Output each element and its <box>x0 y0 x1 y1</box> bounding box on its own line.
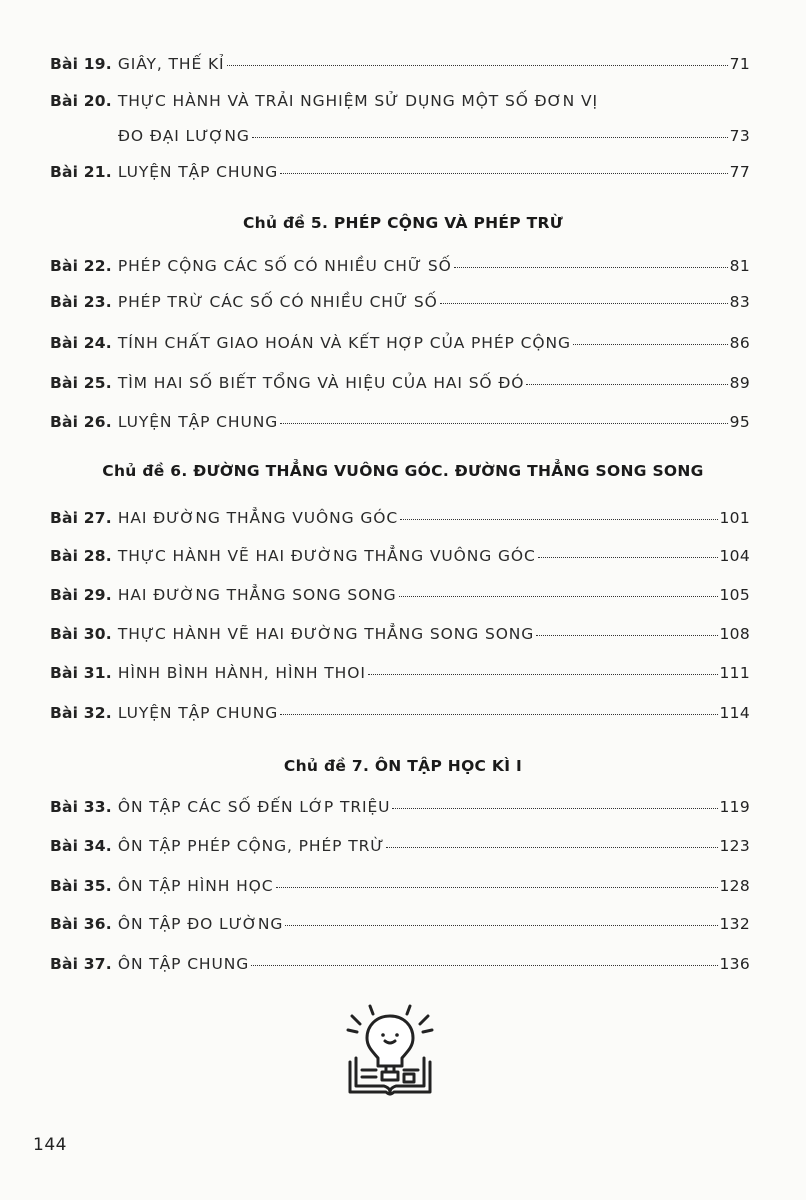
leader-dots <box>573 344 728 345</box>
lesson-title: LUYỆN TẬP CHUNG <box>117 704 279 722</box>
lesson-number: Bài 25. <box>50 374 112 392</box>
leader-dots <box>392 808 717 809</box>
page-number: 114 <box>719 704 750 722</box>
lesson-number: Bài 23. <box>50 293 112 311</box>
lesson-title: TÍNH CHẤT GIAO HOÁN VÀ KẾT HỢP CỦA PHÉP CỘNG <box>117 334 571 352</box>
leader-dots <box>251 965 717 966</box>
page-number: 136 <box>719 955 750 973</box>
page-number: 128 <box>719 877 750 895</box>
lesson-title: HAI ĐƯỜNG THẲNG SONG SONG <box>117 586 397 604</box>
page-number: 77 <box>729 163 750 181</box>
leader-dots <box>280 714 717 715</box>
page-number: 101 <box>719 509 750 527</box>
leader-dots <box>440 303 728 304</box>
leader-dots <box>280 423 728 424</box>
toc-entry-21[interactable] <box>50 162 750 182</box>
lesson-number: Bài 29. <box>50 586 112 604</box>
lesson-number: Bài 32. <box>50 704 112 722</box>
toc-entry-26[interactable] <box>50 412 750 432</box>
leader-dots <box>368 674 718 675</box>
page-number: 95 <box>729 413 750 431</box>
lesson-number: Bài 26. <box>50 413 112 431</box>
toc-entry-20[interactable] <box>50 91 750 111</box>
toc-entry-23[interactable] <box>50 292 750 312</box>
lesson-number: Bài 28. <box>50 547 112 565</box>
lesson-title: ÔN TẬP CHUNG <box>117 955 250 973</box>
lesson-title: GIÂY, THẾ KỈ <box>117 55 225 73</box>
lightbulb-book-icon <box>342 1002 438 1102</box>
lesson-title: LUYỆN TẬP CHUNG <box>117 163 279 181</box>
lesson-number: Bài 36. <box>50 915 112 933</box>
lesson-number: Bài 35. <box>50 877 112 895</box>
page-number: 81 <box>729 257 750 275</box>
leader-dots <box>538 557 718 558</box>
lesson-title: PHÉP CỘNG CÁC SỐ CÓ NHIỀU CHỮ SỐ <box>117 257 452 275</box>
lesson-number: Bài 22. <box>50 257 112 275</box>
leader-dots <box>400 519 717 520</box>
lesson-number: Bài 21. <box>50 163 112 181</box>
topic-5-heading: Chủ đề 5. PHÉP CỘNG VÀ PHÉP TRỪ <box>242 214 563 232</box>
lesson-title: ÔN TẬP PHÉP CỘNG, PHÉP TRỪ <box>117 837 385 855</box>
toc-entry-31[interactable] <box>50 663 750 683</box>
page-number: 111 <box>719 664 750 682</box>
leader-dots <box>276 887 718 888</box>
lesson-number: Bài 30. <box>50 625 112 643</box>
lesson-number: Bài 24. <box>50 334 112 352</box>
lesson-title: TÌM HAI SỐ BIẾT TỔNG VÀ HIỆU CỦA HAI SỐ ĐÓ <box>117 374 525 392</box>
toc-entry-29[interactable] <box>50 585 750 605</box>
toc-entry-28[interactable] <box>50 546 750 566</box>
lesson-title-continuation: ĐO ĐẠI LƯỢNG <box>118 127 250 145</box>
lesson-number: Bài 34. <box>50 837 112 855</box>
leader-dots <box>454 267 728 268</box>
page-number: 105 <box>719 586 750 604</box>
leader-dots <box>285 925 717 926</box>
topic-7-heading: Chủ đề 7. ÔN TẬP HỌC KÌ I <box>283 757 523 775</box>
toc-entry-34[interactable] <box>50 836 750 856</box>
lesson-number: Bài 19. <box>50 55 112 73</box>
lesson-number: Bài 37. <box>50 955 112 973</box>
leader-dots <box>536 635 717 636</box>
toc-entry-36[interactable] <box>50 914 750 934</box>
toc-entry-25[interactable] <box>50 373 750 393</box>
toc-entry-35[interactable] <box>50 876 750 896</box>
lesson-title: HAI ĐƯỜNG THẲNG VUÔNG GÓC <box>117 509 399 527</box>
toc-entry-19[interactable] <box>50 54 750 74</box>
toc-entry-30[interactable] <box>50 624 750 644</box>
lesson-title: PHÉP TRỪ CÁC SỐ CÓ NHIỀU CHỮ SỐ <box>117 293 438 311</box>
toc-entry-20-continuation[interactable] <box>118 126 750 146</box>
lesson-title: ÔN TẬP CÁC SỐ ĐẾN LỚP TRIỆU <box>117 798 391 816</box>
leader-dots <box>526 384 727 385</box>
toc-entry-33[interactable] <box>50 797 750 817</box>
lesson-title: THỰC HÀNH VÀ TRẢI NGHIỆM SỬ DỤNG MỘT SỐ ĐƠN VỊ <box>117 92 598 110</box>
toc-entry-27[interactable] <box>50 508 750 528</box>
leader-dots <box>252 137 728 138</box>
lesson-number: Bài 33. <box>50 798 112 816</box>
lesson-title: HÌNH BÌNH HÀNH, HÌNH THOI <box>117 664 366 682</box>
leader-dots <box>399 596 718 597</box>
leader-dots <box>386 847 717 848</box>
lesson-title: LUYỆN TẬP CHUNG <box>117 413 279 431</box>
page-number: 132 <box>719 915 750 933</box>
toc-entry-24[interactable] <box>50 333 750 353</box>
page-number: 108 <box>719 625 750 643</box>
page-number-footer: 144 <box>33 1135 67 1155</box>
toc-entry-32[interactable] <box>50 703 750 723</box>
page-number: 83 <box>729 293 750 311</box>
lesson-number: Bài 31. <box>50 664 112 682</box>
page-number: 89 <box>729 374 750 392</box>
lesson-title: ÔN TẬP HÌNH HỌC <box>117 877 274 895</box>
page-number: 123 <box>719 837 750 855</box>
page-number: 104 <box>719 547 750 565</box>
page-number: 86 <box>729 334 750 352</box>
toc-entry-22[interactable] <box>50 256 750 276</box>
lesson-title: THỰC HÀNH VẼ HAI ĐƯỜNG THẲNG SONG SONG <box>117 625 535 643</box>
lesson-number: Bài 27. <box>50 509 112 527</box>
leader-dots <box>227 65 728 66</box>
page-number: 71 <box>729 55 750 73</box>
page-number: 119 <box>719 798 750 816</box>
lesson-title: ÔN TẬP ĐO LƯỜNG <box>117 915 284 933</box>
toc-entry-37[interactable] <box>50 954 750 974</box>
page-number: 73 <box>729 127 750 145</box>
topic-6-heading: Chủ đề 6. ĐƯỜNG THẲNG VUÔNG GÓC. ĐƯỜNG THẲNG SONG SONG <box>102 462 704 480</box>
lesson-title: THỰC HÀNH VẼ HAI ĐƯỜNG THẲNG VUÔNG GÓC <box>117 547 536 565</box>
lesson-number: Bài 20. <box>50 92 112 110</box>
leader-dots <box>280 173 728 174</box>
